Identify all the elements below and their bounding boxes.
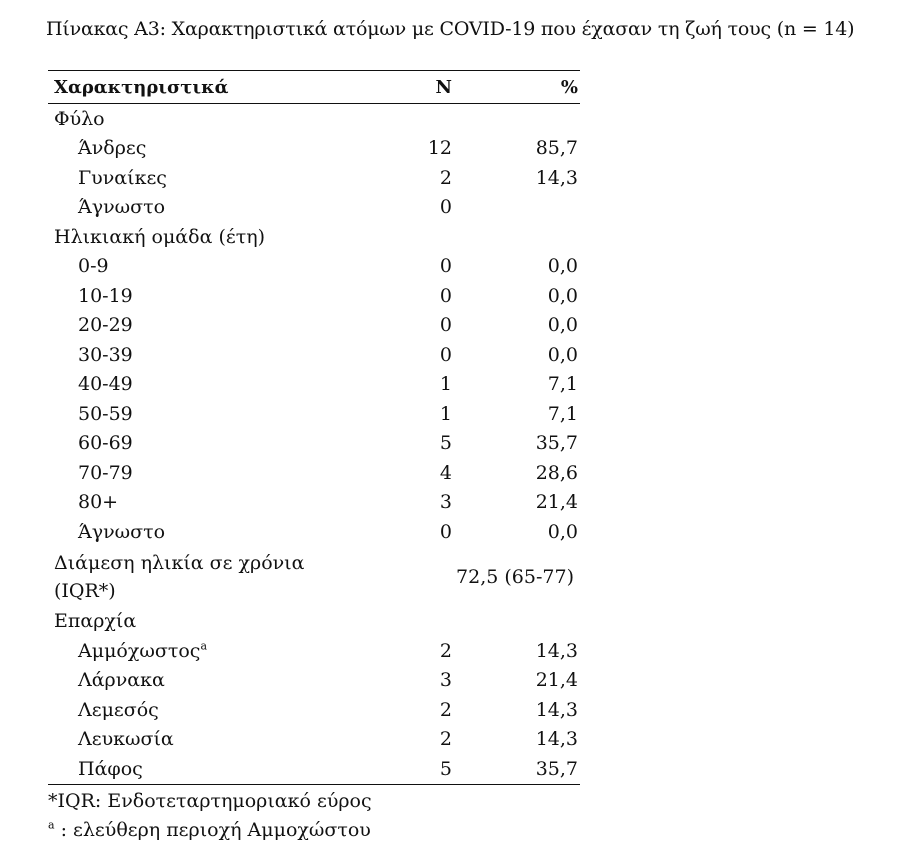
row-label: 0-9 bbox=[78, 255, 109, 278]
row-n: 0 bbox=[439, 255, 452, 278]
table-row bbox=[48, 311, 580, 341]
section-title: Φύλο bbox=[54, 107, 105, 130]
row-percent: 21,4 bbox=[535, 669, 578, 692]
row-label bbox=[48, 640, 378, 662]
row-percent: 85,7 bbox=[535, 137, 578, 160]
row-percent: 0,0 bbox=[547, 284, 578, 307]
header-n: N bbox=[435, 76, 452, 98]
row-percent: 0,0 bbox=[547, 343, 578, 366]
section-title: Ηλικιακή ομάδα (έτη) bbox=[54, 225, 266, 248]
table-row bbox=[48, 163, 580, 193]
median-age-row bbox=[48, 547, 580, 607]
row-label: 20-29 bbox=[78, 314, 133, 337]
row-n: 2 bbox=[439, 166, 452, 189]
median-age-label bbox=[48, 549, 376, 605]
table-row bbox=[48, 399, 580, 429]
table-header bbox=[48, 70, 580, 104]
header-percent: % bbox=[560, 76, 578, 98]
section-sex bbox=[48, 104, 580, 134]
row-label: 80+ bbox=[78, 491, 119, 514]
median-label-line2: (IQR*) bbox=[54, 579, 116, 602]
row-n: 2 bbox=[439, 698, 452, 721]
row-n: 0 bbox=[439, 314, 452, 337]
row-n: 0 bbox=[439, 196, 452, 219]
row-n: 2 bbox=[439, 639, 452, 662]
row-percent: 21,4 bbox=[535, 491, 578, 514]
row-n: 3 bbox=[439, 669, 452, 692]
row-label: Άνδρες bbox=[78, 137, 147, 160]
row-n: 3 bbox=[439, 491, 452, 514]
row-label: Άγνωστο bbox=[78, 520, 166, 543]
table-row bbox=[48, 458, 580, 488]
row-percent: 14,3 bbox=[535, 166, 578, 189]
row-percent: 28,6 bbox=[535, 461, 578, 484]
footnote-a bbox=[48, 816, 580, 845]
table-row bbox=[48, 517, 580, 547]
row-label: 10-19 bbox=[78, 284, 133, 307]
footnote-a-text: : ελεύθερη περιοχή Αμμοχώστου bbox=[54, 818, 371, 841]
table-row bbox=[48, 754, 580, 785]
row-percent: 0,0 bbox=[547, 520, 578, 543]
row-n: 12 bbox=[427, 137, 452, 160]
median-age-value: 72,5 (65-77) bbox=[456, 565, 574, 588]
row-label: 60-69 bbox=[78, 432, 133, 455]
row-n: 4 bbox=[439, 461, 452, 484]
table-row bbox=[48, 340, 580, 370]
row-percent: 0,0 bbox=[547, 314, 578, 337]
row-label: Πάφος bbox=[78, 757, 143, 780]
district-name: Αμμόχωστος bbox=[78, 639, 201, 662]
median-label-line1: Διάμεση ηλικία σε χρόνια bbox=[54, 551, 305, 574]
section-age bbox=[48, 222, 580, 252]
row-label: Λευκωσία bbox=[78, 728, 174, 751]
footnote-a-marker: a bbox=[48, 818, 55, 832]
section-title: Επαρχία bbox=[54, 610, 137, 633]
table-row bbox=[48, 193, 580, 223]
table-row bbox=[48, 370, 580, 400]
row-label: Λάρνακα bbox=[78, 669, 165, 692]
row-n: 5 bbox=[439, 432, 452, 455]
table-row bbox=[48, 725, 580, 755]
row-percent: 14,3 bbox=[535, 698, 578, 721]
footnote-marker: a bbox=[200, 639, 207, 653]
footnote-iqr: *IQR: Ενδοτεταρτημοριακό εύρος bbox=[48, 789, 372, 812]
row-n: 0 bbox=[439, 520, 452, 543]
row-n: 1 bbox=[439, 373, 452, 396]
row-n: 2 bbox=[439, 728, 452, 751]
table-caption: Πίνακας Α3: Χαρακτηριστικά ατόμων με COVID-19 που έχασαν τη ζωή τους (n = 14) bbox=[46, 18, 855, 40]
section-district bbox=[48, 607, 580, 637]
row-percent: 35,7 bbox=[535, 757, 578, 780]
table-row bbox=[48, 252, 580, 282]
row-n: 5 bbox=[439, 757, 452, 780]
row-n: 0 bbox=[439, 284, 452, 307]
row-percent: 14,3 bbox=[535, 728, 578, 751]
row-label: Λεμεσός bbox=[78, 698, 159, 721]
row-label: 40-49 bbox=[78, 373, 133, 396]
characteristics-table bbox=[48, 70, 580, 845]
row-label: 70-79 bbox=[78, 461, 133, 484]
row-label: 50-59 bbox=[78, 402, 133, 425]
row-label: Άγνωστο bbox=[78, 196, 166, 219]
table-row bbox=[48, 281, 580, 311]
row-n: 1 bbox=[439, 402, 452, 425]
header-characteristics: Χαρακτηριστικά bbox=[54, 76, 229, 98]
row-percent: 0,0 bbox=[547, 255, 578, 278]
row-label: 30-39 bbox=[78, 343, 133, 366]
row-percent: 7,1 bbox=[547, 373, 578, 396]
table-row bbox=[48, 134, 580, 164]
row-label: Γυναίκες bbox=[78, 166, 167, 189]
row-percent: 35,7 bbox=[535, 432, 578, 455]
row-percent: 7,1 bbox=[547, 402, 578, 425]
table-row bbox=[48, 695, 580, 725]
table-row bbox=[48, 488, 580, 518]
table-row bbox=[48, 429, 580, 459]
row-n: 0 bbox=[439, 343, 452, 366]
table-row bbox=[48, 666, 580, 696]
row-percent: 14,3 bbox=[535, 639, 578, 662]
table-row bbox=[48, 636, 580, 666]
